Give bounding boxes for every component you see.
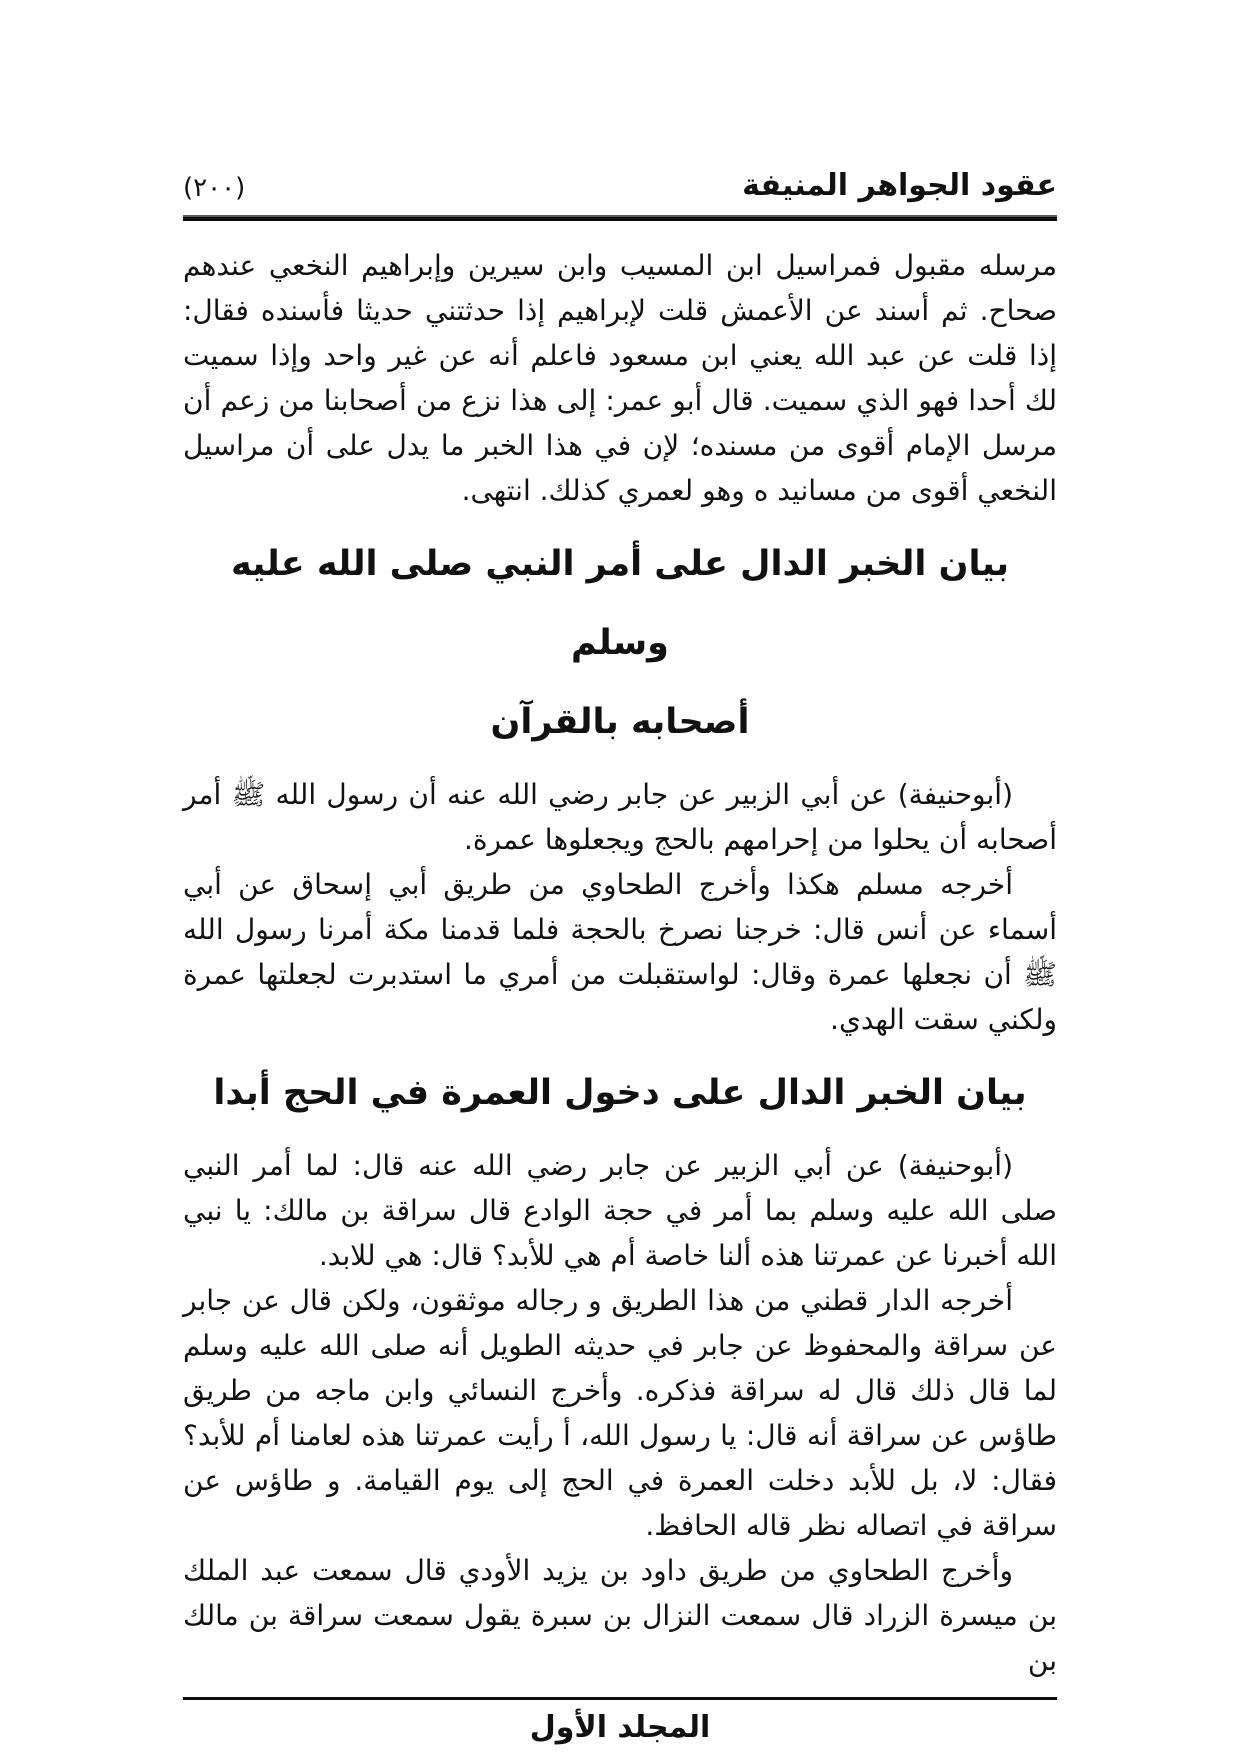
section-heading-1-line-2: أصحابه بالقرآن bbox=[490, 702, 750, 742]
section-heading-1 bbox=[183, 525, 1057, 762]
paragraph-2: (أبوحنيفة) عن أبي الزبير عن جابر رضي الله عنه أن رسول الله ﷺ أمر أصحابه أن يحلوا من إحرامهم بالحج ويجعلوها عمرة. bbox=[183, 778, 1057, 856]
footer-rule bbox=[183, 1697, 1057, 1700]
paragraph-4: (أبوحنيفة) عن أبي الزبير عن جابر رضي الله عنه قال: لما أمر النبي صلى الله عليه وسلم بما أمر في حجة الوادع قال سراقة بن مالك: يا نبي الله أخبرنا عن عمرتنا هذه ألنا خاصة أم هي للأبد؟ قال: هي للابد. bbox=[183, 1149, 1057, 1272]
paragraph-1: مرسله مقبول فمراسيل ابن المسيب وابن سيرين وإبراهيم النخعي عندهم صحاح. ثم أسند عن الأعمش قلت لإبراهيم إذا حدثتني حديثا فأسنده فقال: إذا قلت عن عبد الله يعني ابن مسعود فاعلم أنه عن غير واحد وإذا سميت لك أحدا فهو الذي سميت. قال أبو عمر: إلى هذا نزع من أصحابنا من زعم أن مرسل الإمام أقوى من مسنده؛ لإن في هذا الخبر ما يدل على أن مراسيل النخعي أقوى من مسانيد ه وهو لعمري كذلك. انتهى. bbox=[183, 249, 1057, 507]
page-body bbox=[183, 243, 1057, 1683]
book-title: عقود الجواهر المنيفة bbox=[742, 168, 1057, 203]
header-rule bbox=[183, 215, 1057, 221]
section-heading-2-line-1: بيان الخبر الدال على دخول العمرة في الحج أبدا bbox=[213, 1073, 1027, 1113]
page-footer bbox=[183, 1710, 1057, 1745]
page-header bbox=[183, 168, 1057, 203]
paragraph-5: أخرجه الدار قطني من هذا الطريق و رجاله موثقون، ولكن قال عن جابر عن سراقة والمحفوظ عن جابر في حديثه الطويل أنه صلى الله عليه وسلم لما قال ذلك قال له سراقة فذكره. وأخرج النسائي وابن ماجه من طريق طاؤس عن سراقة أنه قال: يا رسول الله، أ رأيت عمرتنا هذه لعامنا أم للأبد؟ فقال: لا، بل للأبد دخلت العمرة في الحج إلى يوم القيامة. و طاؤس عن سراقة في اتصاله نظر قاله الحافظ. bbox=[183, 1284, 1057, 1542]
section-heading-2 bbox=[183, 1054, 1057, 1133]
page-number: (٢٠٠) bbox=[183, 173, 246, 203]
page-inner bbox=[183, 0, 1057, 1745]
volume-label: المجلد الأول bbox=[529, 1710, 711, 1745]
section-heading-1-line-1: بيان الخبر الدال على أمر النبي صلى الله عليه وسلم bbox=[230, 544, 1010, 663]
paragraph-6: وأخرج الطحاوي من طريق داود بن يزيد الأودي قال سمعت عبد الملك بن ميسرة الزراد قال سمعت النزال بن سبرة يقول سمعت سراقة بن مالك بن bbox=[183, 1554, 1057, 1677]
paragraph-3: أخرجه مسلم هكذا وأخرج الطحاوي من طريق أبي إسحاق عن أبي أسماء عن أنس قال: خرجنا نصرخ بالحجة فلما قدمنا مكة أمرنا رسول الله ﷺ أن نجعلها عمرة وقال: لواستقبلت من أمري ما استدبرت لجعلتها عمرة ولكني سقت الهدي. bbox=[183, 868, 1057, 1036]
